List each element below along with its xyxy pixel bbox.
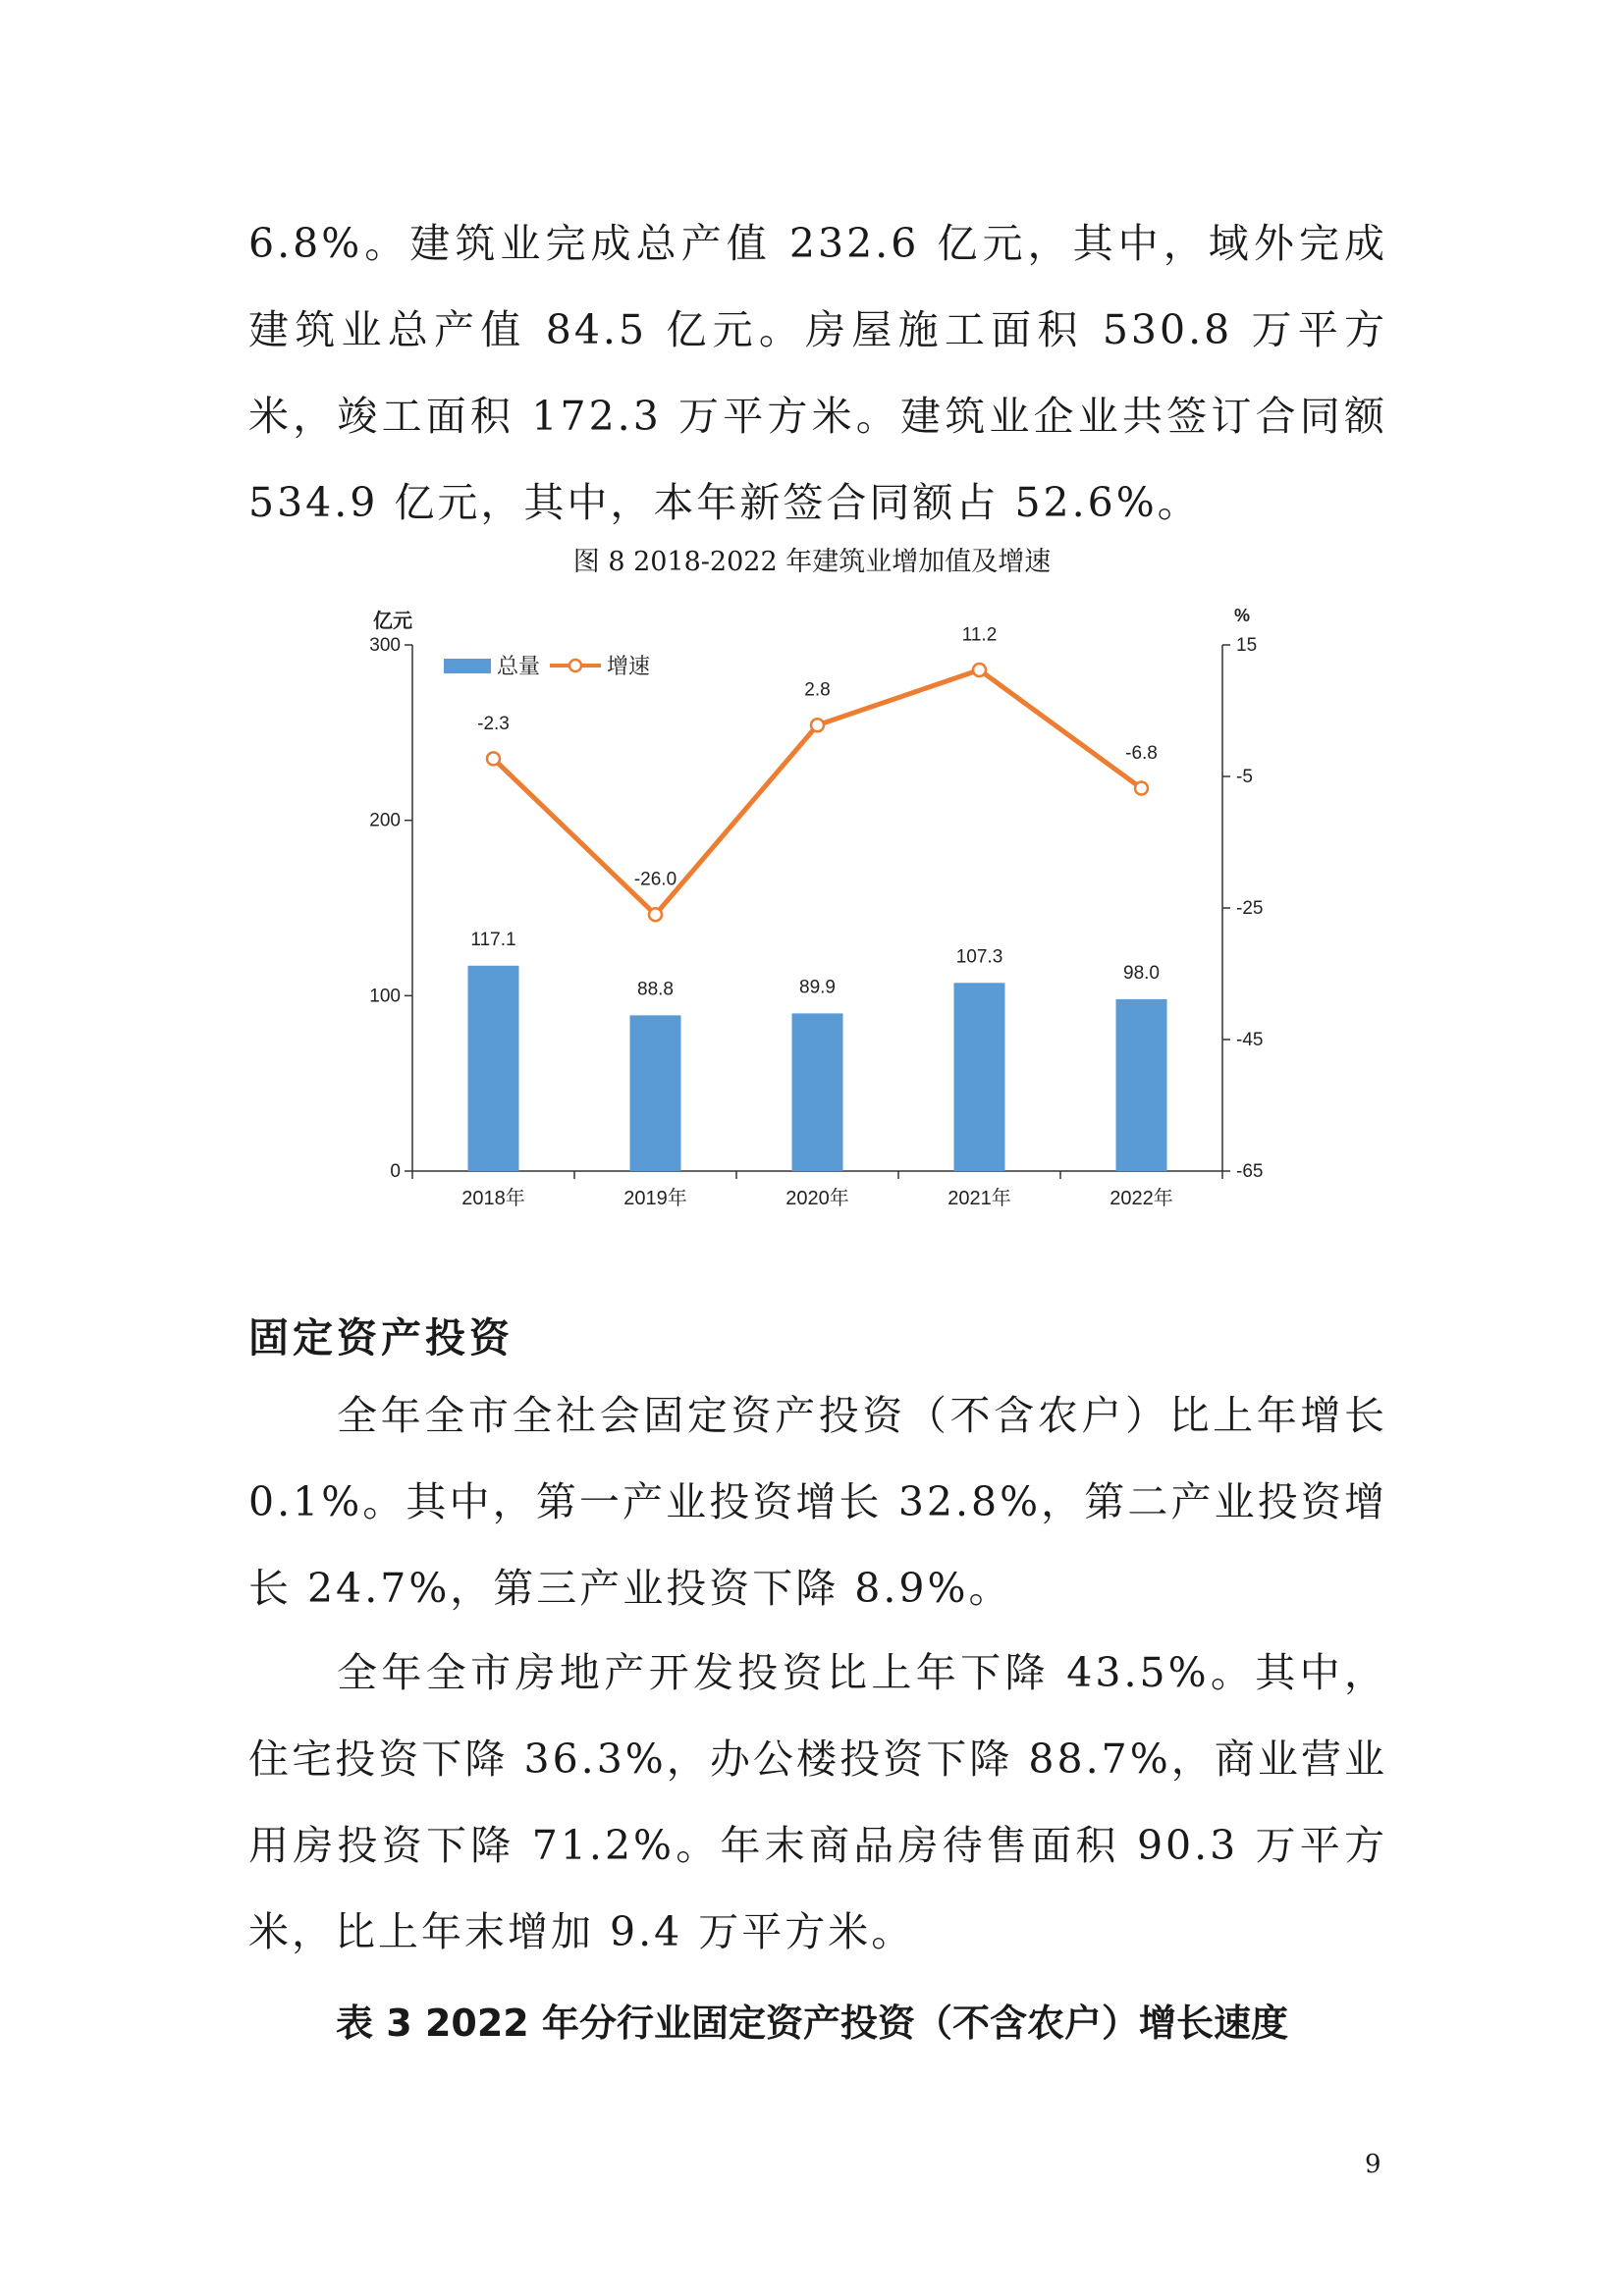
chart-legend [444,654,650,678]
line-point [811,719,824,731]
figure-caption: 图 8 2018-2022 年建筑业增加值及增速 [572,547,1052,577]
bar [630,1015,681,1171]
line-data-label: 11.2 [961,624,998,646]
line-point [487,752,500,765]
left-axis-tick-label: 100 [369,986,401,1007]
bar-data-label: 98.0 [1123,962,1160,984]
x-axis-tick-label: 2020年 [785,1188,849,1209]
legend-line-marker [569,660,581,671]
bar [954,983,1005,1171]
right-axis-tick-label: -5 [1236,767,1253,787]
paragraph-construction: 6.8%。建筑业完成总产值 232.6 亿元，其中，域外完成建筑业总产值 84.5 亿元。房屋施工面积 530.8 万平方米，竣工面积 172.3 万平方米。建筑业企业共签订合同额 534.9 亿元，其中，本年新签合同额占 52.6%。 [248,220,1387,526]
right-axis-tick-label: -25 [1236,898,1264,919]
right-axis-tick-label: -45 [1236,1030,1264,1050]
left-axis-tick-label: 300 [369,635,401,656]
section-heading: 固定资产投资 [248,1314,514,1362]
line-data-label: -2.3 [477,713,510,734]
x-axis-tick-label: 2018年 [461,1188,525,1209]
right-axis-tick-label: -65 [1236,1161,1264,1182]
bar [468,966,519,1171]
bar-data-label: 89.9 [799,977,836,998]
right-axis-unit: % [1233,606,1251,625]
line-point [649,908,662,921]
paragraph-real-estate: 全年全市房地产开发投资比上年下降 43.5%。其中，住宅投资下降 36.3%，办公楼投资下降 88.7%，商业营业用房投资下降 71.2%。年末商品房待售面积 90.3 万平方米，比上年末增加 9.4 万平方米。 [248,1649,1387,1955]
legend-bar-label: 总量 [497,654,541,678]
line-point [973,664,986,676]
bar-data-label: 88.8 [637,979,674,1000]
x-axis-tick-label: 2021年 [947,1188,1011,1209]
bar [792,1013,843,1171]
line-data-label: -26.0 [633,869,677,890]
line-point [1135,782,1148,795]
construction-chart [344,589,1276,1227]
chart-line [487,664,1148,921]
bar-data-label: 117.1 [470,929,516,950]
bar-data-label: 107.3 [955,946,1003,968]
left-axis-tick-label: 200 [369,810,401,831]
paragraph-fixed-asset-investment: 全年全市全社会固定资产投资（不含农户）比上年增长 0.1%。其中，第一产业投资增长 32.8%，第二产业投资增长 24.7%，第三产业投资下降 8.9%。 [248,1392,1387,1612]
left-axis-tick-label: 0 [390,1161,401,1182]
legend-bar-swatch [444,659,491,673]
page-number: 9 [1365,2150,1381,2179]
x-axis-tick-label: 2022年 [1110,1188,1173,1209]
bar [1116,999,1167,1171]
x-axis-tick-label: 2019年 [623,1188,687,1209]
chart-labels [470,624,1160,999]
line-data-label: -6.8 [1125,743,1158,765]
line-data-label: 2.8 [804,679,831,701]
left-axis-unit: 亿元 [373,611,412,632]
legend-line-label: 增速 [607,654,651,678]
growth-line [494,669,1142,914]
right-axis-tick-label: 15 [1236,635,1258,656]
table-title: 表 3 2022 年分行业固定资产投资（不含农户）增长速度 [336,2002,1288,2045]
